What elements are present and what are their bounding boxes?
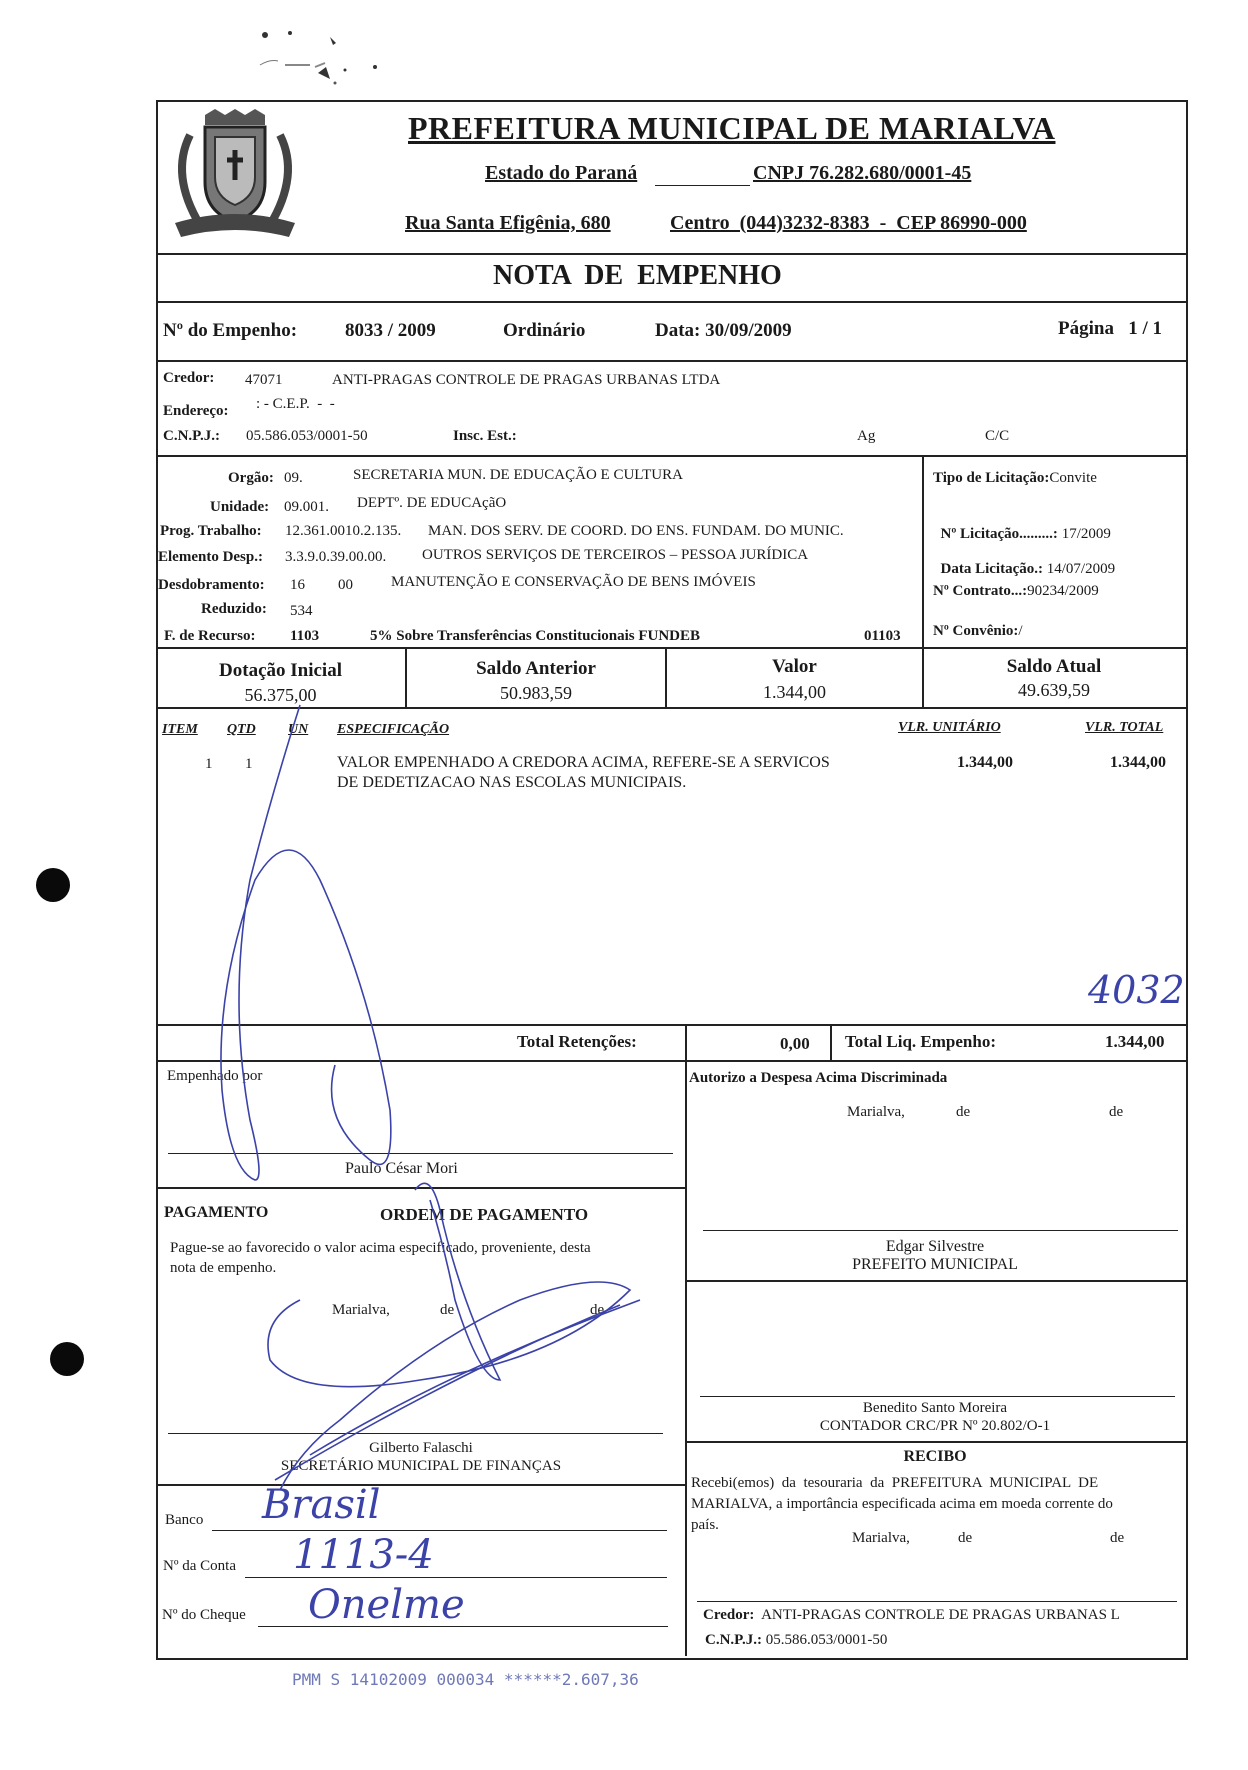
desdobramento-label: Desdobramento: [158, 577, 265, 593]
credor-name: ANTI-PRAGAS CONTROLE DE PRAGAS URBANAS LTDA [332, 372, 721, 388]
address-field-value: : - C.E.P. - - [256, 396, 335, 412]
address-label: Rua Santa Efigênia, 680 [405, 212, 611, 234]
punch-hole-bottom [50, 1342, 84, 1376]
coat-of-arms-logo [160, 105, 310, 245]
pagamento-de2: de [590, 1302, 605, 1318]
recurso-num: 01103 [864, 628, 901, 644]
orgao-name: SECRETARIA MUN. DE EDUCAÇÃO E CULTURA [353, 467, 683, 483]
conta-handwritten: 1113-4 [293, 1532, 434, 1578]
recibo-credor: Credor: ANTI-PRAGAS CONTROLE DE PRAGAS URBANAS L [703, 1607, 1120, 1623]
pagamento-text-line2: nota de empenho. [170, 1260, 277, 1276]
data-licitacao: Data Licitação.: 14/07/2009 [940, 561, 1116, 577]
insc-est-label: Insc. Est.: [453, 428, 517, 444]
recibo-text-line2: MARIALVA, a importância especificada acima em moeda corrente do [691, 1496, 1113, 1512]
empenhado-por-name: Paulo César Mori [345, 1160, 458, 1177]
orgao-label: Orgão: [228, 470, 274, 486]
item-header: ITEM [162, 722, 198, 737]
total-liq-label: Total Liq. Empenho: [845, 1032, 996, 1051]
recibo-de1: de [958, 1530, 973, 1546]
numero-licitacao: Nº Licitação.........: 17/2009 [940, 526, 1111, 542]
dotacao-inicial-value: 56.375,00 [244, 685, 317, 705]
especificacao-header: ESPECIFICAÇÃO [337, 722, 450, 737]
autorizo-de1: de [956, 1104, 971, 1120]
item-total-value: 1.344,00 [1110, 754, 1166, 771]
secretario-role: SECRETÁRIO MUNICIPAL DE FINANÇAS [280, 1458, 562, 1474]
autorizo-de2: de [1109, 1104, 1124, 1120]
cheque-handwritten: Onelme [308, 1582, 465, 1628]
scan-specks [245, 25, 415, 90]
elemento-code: 3.3.9.0.39.00.00. [285, 549, 387, 565]
recibo-label: RECIBO [903, 1448, 967, 1465]
cheque-label: Nº do Cheque [162, 1607, 246, 1623]
pagamento-place: Marialva, [332, 1302, 390, 1318]
desdobramento-name: MANUTENÇÃO E CONSERVAÇÃO DE BENS IMÓVEIS [391, 574, 756, 590]
item-spec-line1: VALOR EMPENHADO A CREDORA ACIMA, REFERE-SE A SERVICOS [337, 754, 830, 771]
empenho-date: Data: 30/09/2009 [655, 320, 792, 341]
autorizo-place: Marialva, [847, 1104, 905, 1120]
desdobramento-code: 16 [290, 577, 305, 593]
total-retencoes-value: 0,00 [780, 1034, 810, 1053]
prefeito-role: PREFEITO MUNICIPAL [852, 1256, 1018, 1273]
recibo-text-line1: Recebi(emos) da tesouraria da PREFEITURA MUNICIPAL DE [691, 1475, 1099, 1491]
item-unit-value: 1.344,00 [957, 754, 1013, 771]
item-number: 1 [205, 756, 213, 772]
page-title: PREFEITURA MUNICIPAL DE MARIALVA [408, 110, 1056, 146]
punch-hole-top [36, 868, 70, 902]
orgao-code: 09. [284, 470, 303, 486]
document-title: NOTA DE EMPENHO [493, 260, 782, 291]
tipo-licitacao: Tipo de Licitação:Convite [933, 470, 1097, 486]
valor-label: Valor [772, 656, 817, 677]
pagamento-de1: de [440, 1302, 455, 1318]
saldo-anterior-label: Saldo Anterior [476, 658, 596, 679]
recurso-code: 1103 [290, 628, 320, 644]
unidade-code: 09.001. [284, 499, 329, 515]
cashier-stamp: PMM S 14102009 000034 ******2.607,36 [292, 1670, 639, 1689]
cnpj-field-label: C.N.P.J.: [163, 428, 220, 444]
elemento-label: Elemento Desp.: [158, 549, 263, 565]
reduzido-code: 534 [290, 603, 313, 619]
numero-convenio: Nº Convênio:/ [933, 623, 1023, 639]
recibo-place: Marialva, [852, 1530, 910, 1546]
credor-label: Credor: [163, 370, 215, 386]
item-qtd: 1 [245, 756, 253, 772]
cnpj-label: CNPJ 76.282.680/0001-45 [753, 162, 972, 184]
un-header: UN [288, 722, 309, 737]
desdobramento-sub: 00 [338, 577, 353, 593]
conta-label: Nº da Conta [163, 1558, 236, 1574]
pagamento-text-line1: Pague-se ao favorecido o valor acima especificado, proveniente, desta [170, 1240, 591, 1256]
banco-handwritten: Brasil [262, 1482, 381, 1528]
vlr-unitario-header: VLR. UNITÁRIO [898, 720, 1001, 735]
empenhado-por-label: Empenhado por [167, 1068, 263, 1084]
address-field-label: Endereço: [163, 403, 229, 419]
district-phone-label: Centro (044)3232-8383 - CEP 86990-000 [670, 212, 1027, 234]
contador-name: Benedito Santo Moreira [862, 1400, 1008, 1416]
total-retencoes-label: Total Retenções: [517, 1032, 637, 1051]
page-number: Página 1 / 1 [1058, 318, 1162, 339]
pagamento-label: PAGAMENTO [164, 1204, 269, 1221]
recibo-cnpj: C.N.P.J.: 05.586.053/0001-50 [705, 1632, 888, 1648]
elemento-name: OUTROS SERVIÇOS DE TERCEIROS – PESSOA JURÍDICA [422, 547, 809, 563]
credor-code: 47071 [245, 372, 283, 388]
numero-contrato: Nº Contrato...:90234/2009 [933, 583, 1099, 599]
ag-label: Ag [857, 428, 876, 444]
qtd-header: QTD [227, 722, 256, 737]
unidade-label: Unidade: [210, 499, 270, 515]
prog-code: 12.361.0010.2.135. [285, 523, 402, 539]
empenho-type: Ordinário [503, 320, 586, 341]
reduzido-label: Reduzido: [201, 601, 267, 617]
recurso-name: 5% Sobre Transferências Constitucionais FUNDEB [370, 628, 701, 644]
handwritten-number: 4032 [1088, 968, 1185, 1012]
secretario-name: Gilberto Falaschi [369, 1440, 473, 1456]
ordem-pagamento-label: ORDEM DE PAGAMENTO [380, 1205, 589, 1224]
recibo-de2: de [1110, 1530, 1125, 1546]
autorizo-label: Autorizo a Despesa Acima Discriminada [689, 1070, 948, 1086]
prefeito-name: Edgar Silvestre [885, 1238, 985, 1255]
recibo-text-line3: país. [691, 1517, 719, 1533]
saldo-anterior-value: 50.983,59 [500, 683, 572, 703]
cc-label: C/C [985, 428, 1010, 444]
item-spec-line2: DE DEDETIZACAO NAS ESCOLAS MUNICIPAIS. [337, 774, 687, 791]
contador-role: CONTADOR CRC/PR Nº 20.802/O-1 [819, 1418, 1051, 1434]
empenho-number: 8033 / 2009 [345, 320, 436, 341]
cnpj-field-value: 05.586.053/0001-50 [246, 428, 368, 444]
valor-value: 1.344,00 [763, 682, 826, 702]
state-label: Estado do Paraná [485, 162, 638, 184]
recurso-label: F. de Recurso: [164, 628, 256, 644]
empenho-label: Nº do Empenho: [163, 320, 298, 341]
total-liq-value: 1.344,00 [1105, 1032, 1165, 1051]
saldo-atual-label: Saldo Atual [1006, 656, 1102, 677]
vlr-total-header: VLR. TOTAL [1085, 720, 1164, 735]
prog-label: Prog. Trabalho: [160, 523, 262, 539]
prog-name: MAN. DOS SERV. DE COORD. DO ENS. FUNDAM. DO MUNIC. [428, 523, 844, 539]
banco-label: Banco [165, 1512, 204, 1528]
dotacao-inicial-label: Dotação Inicial [219, 660, 342, 681]
saldo-atual-value: 49.639,59 [1018, 680, 1090, 700]
unidade-name: DEPTº. DE EDUCAçãO [357, 495, 507, 511]
state-underline-gap [655, 185, 750, 186]
